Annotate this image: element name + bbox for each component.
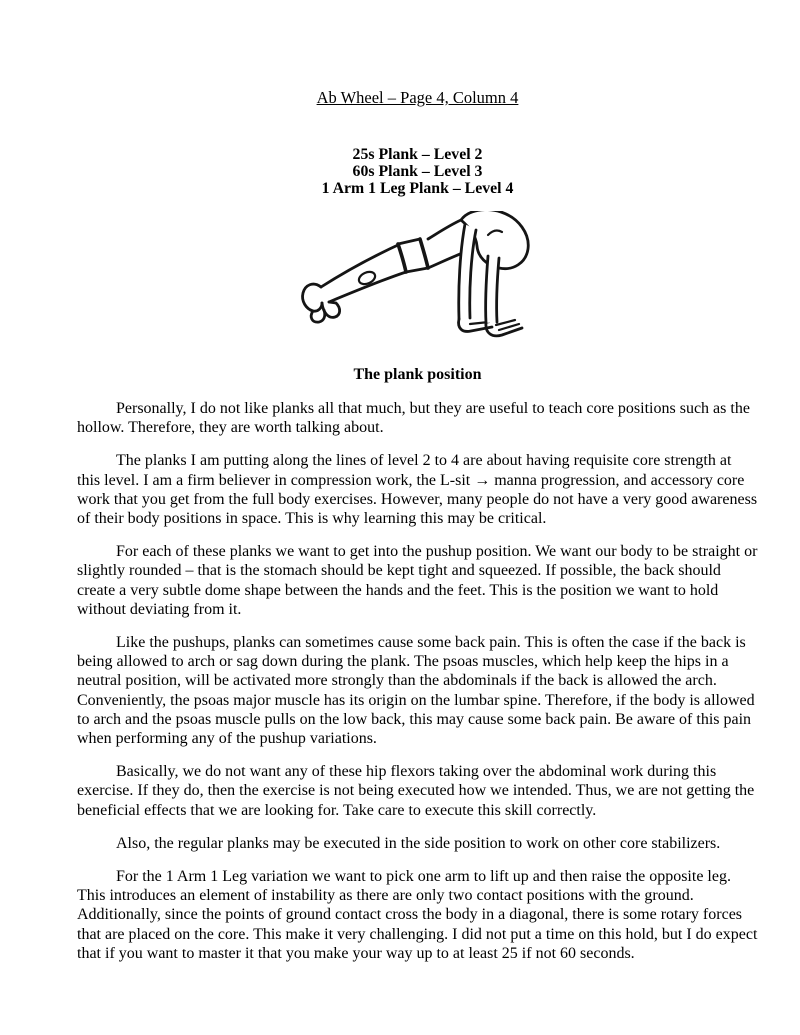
level-heading-3: 60s Plank – Level 3 <box>352 163 483 180</box>
body-paragraph: Personally, I do not like planks all that much, but they are useful to teach core positions such as the hollow. Therefore, they are worth talking about. <box>77 400 750 437</box>
body-paragraph: Like the pushups, planks can sometimes cause some back pain. This is often the case if the back is being allowed to arch or sag down during the plank. The psoas muscles, which help keep the hips in a neutral position, will be activated more strongly than the abdominals if the back is allowed the arch. Conveniently, the psoas major muscle has its origin on the lumbar spine. Therefore, if the body is allowed to arch and the psoas muscle pulls on the low back, this may cause some back pain. Be aware of this pain when performing any of the pushup variations. <box>77 634 755 748</box>
body-paragraph: For the 1 Arm 1 Leg variation we want to pick one arm to lift up and then raise the opposite leg. This introduces an element of instability as there are only two contact positions with the ground. Additionally, since the points of ground contact cross the body in a diagonal, there is some rotary forces that are placed on the core. This make it very challenging. I did not put a time on this hold, but I do expect that if you want to master it that you make your way up to at least 25 if not 60 seconds. <box>77 868 758 962</box>
figure-caption: The plank position <box>353 366 482 383</box>
level-heading-2: 25s Plank – Level 2 <box>352 146 483 163</box>
body-paragraph: Basically, we do not want any of these hip flexors taking over the abdominal work during this exercise. If they do, then the exercise is not being executed how we intended. Thus, we are not getting the beneficial effects that we are looking for. Take care to execute this skill correctly. <box>77 763 755 819</box>
body-paragraph: The planks I am putting along the lines of level 2 to 4 are about having requisite core strength at this level. I am a firm believer in compression work, the L-sit → manna progression, and accessory core work that you get from the full body exercises. However, many people do not have a very good awareness of their body positions in space. This is why learning this may be critical. <box>77 452 758 528</box>
body-paragraph: Also, the regular planks may be executed in the side position to work on other core stabilizers. <box>116 834 721 852</box>
figure-container <box>77 211 758 345</box>
body-text <box>77 399 758 963</box>
level-headings <box>77 146 758 197</box>
body-paragraph: For each of these planks we want to get into the pushup position. We want our body to be straight or slightly rounded – that is the stomach should be kept tight and squeezed. If possible, the back should create a very subtle dome shape between the hands and the feet. This is the position we want to hold without deviating from it. <box>77 543 758 618</box>
plank-position-illustration <box>298 211 538 345</box>
page-title: Ab Wheel – Page 4, Column 4 <box>316 88 519 107</box>
level-heading-4: 1 Arm 1 Leg Plank – Level 4 <box>321 180 514 197</box>
